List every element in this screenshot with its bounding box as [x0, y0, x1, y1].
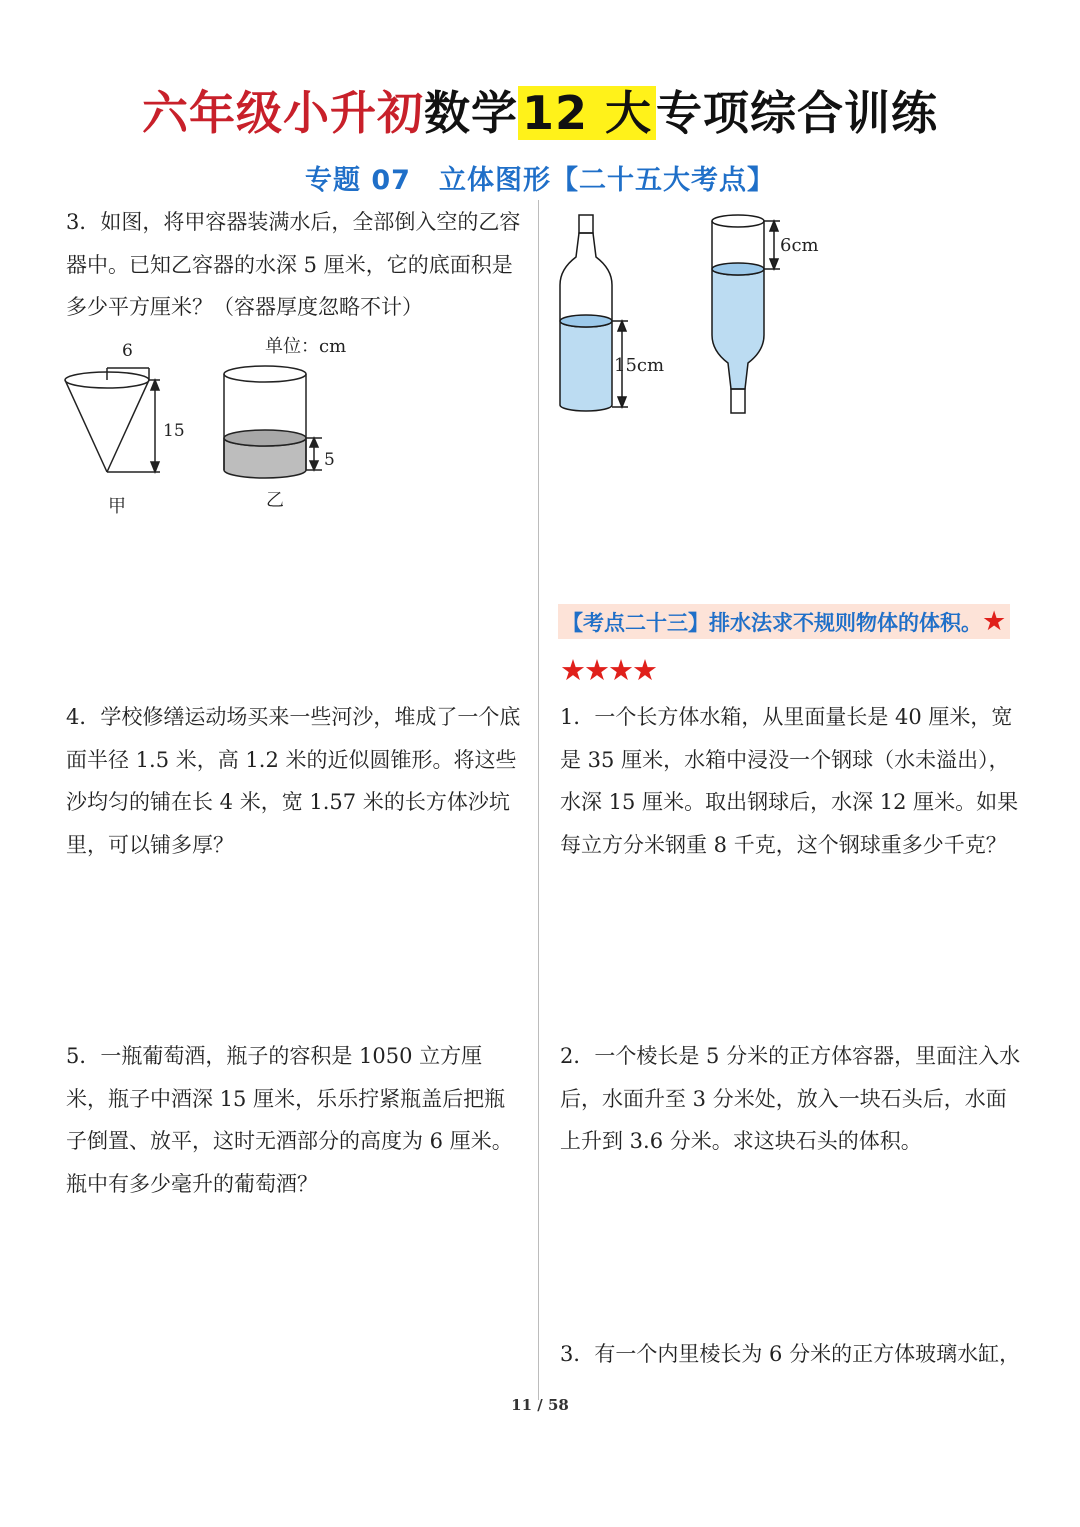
depth-label: 15cm — [614, 355, 665, 376]
question-4-left: 4．学校修缮运动场买来一些河沙，堆成了一个底面半径 1.5 米，高 1.2 米的近似圆锥形。将这些沙均匀的铺在长 4 米，宽 1.57 米的长方体沙坑里，可以铺多厚？ — [66, 705, 521, 857]
cone-shape — [65, 368, 160, 472]
page-title: 六年级小升初数学12 大专项综合训练 — [141, 86, 939, 140]
cone-label: 甲 — [108, 496, 126, 517]
cylinder-depth-label: 5 — [324, 450, 335, 470]
page-subtitle: 专题 07 立体图形【二十五大考点】 — [305, 165, 775, 196]
question-3-left: 3．如图，将甲容器装满水后，全部倒入空的乙容器中。已知乙容器的水深 5 厘米，它的底面积是多少平方厘米？（容器厚度忽略不计） — [66, 210, 521, 319]
empty-height-label: 6cm — [780, 235, 819, 256]
question-5-left: 5．一瓶葡萄酒，瓶子的容积是 1050 立方厘米，瓶子中酒深 15 厘米，乐乐拧紧瓶盖后把瓶子倒置、放平，这时无酒部分的高度为 6 厘米。瓶中有多少毫升的葡萄酒？ — [66, 1044, 513, 1196]
cylinder-label: 乙 — [266, 490, 284, 511]
difficulty-stars: ★★★★ — [560, 653, 656, 687]
star-icon: ★ — [982, 606, 1007, 637]
bottle-figure — [550, 205, 850, 420]
question-1-right: 1．一个长方体水箱，从里面量长是 40 厘米，宽是 35 厘米，水箱中浸没一个钢球（水未溢出），水深 15 厘米。取出钢球后，水深 12 厘米。如果每立方分米钢重 8 千克，这个钢球重多少千克？ — [560, 705, 1019, 857]
column-divider — [538, 200, 539, 1400]
question-2-right: 2．一个棱长是 5 分米的正方体容器，里面注入水后，水面升至 3 分米处，放入一块石头后，水面上升到 3.6 分米。求这块石头的体积。 — [560, 1044, 1021, 1153]
unit-label: 单位：cm — [265, 336, 347, 357]
cone-height-label: 15 — [163, 421, 185, 441]
kaodian-heading: 【考点二十三】排水法求不规则物体的体积。★ — [558, 604, 1010, 639]
cone-cylinder-figure — [60, 330, 360, 520]
cylinder-shape — [224, 366, 322, 478]
page-number: 11 / 58 — [511, 1396, 569, 1414]
inverted-bottle — [712, 215, 780, 413]
question-3-right: 3．有一个内里棱长为 6 分米的正方体玻璃水缸， — [560, 1342, 1021, 1366]
cone-radius-label: 6 — [122, 341, 133, 361]
upright-bottle — [560, 215, 628, 411]
